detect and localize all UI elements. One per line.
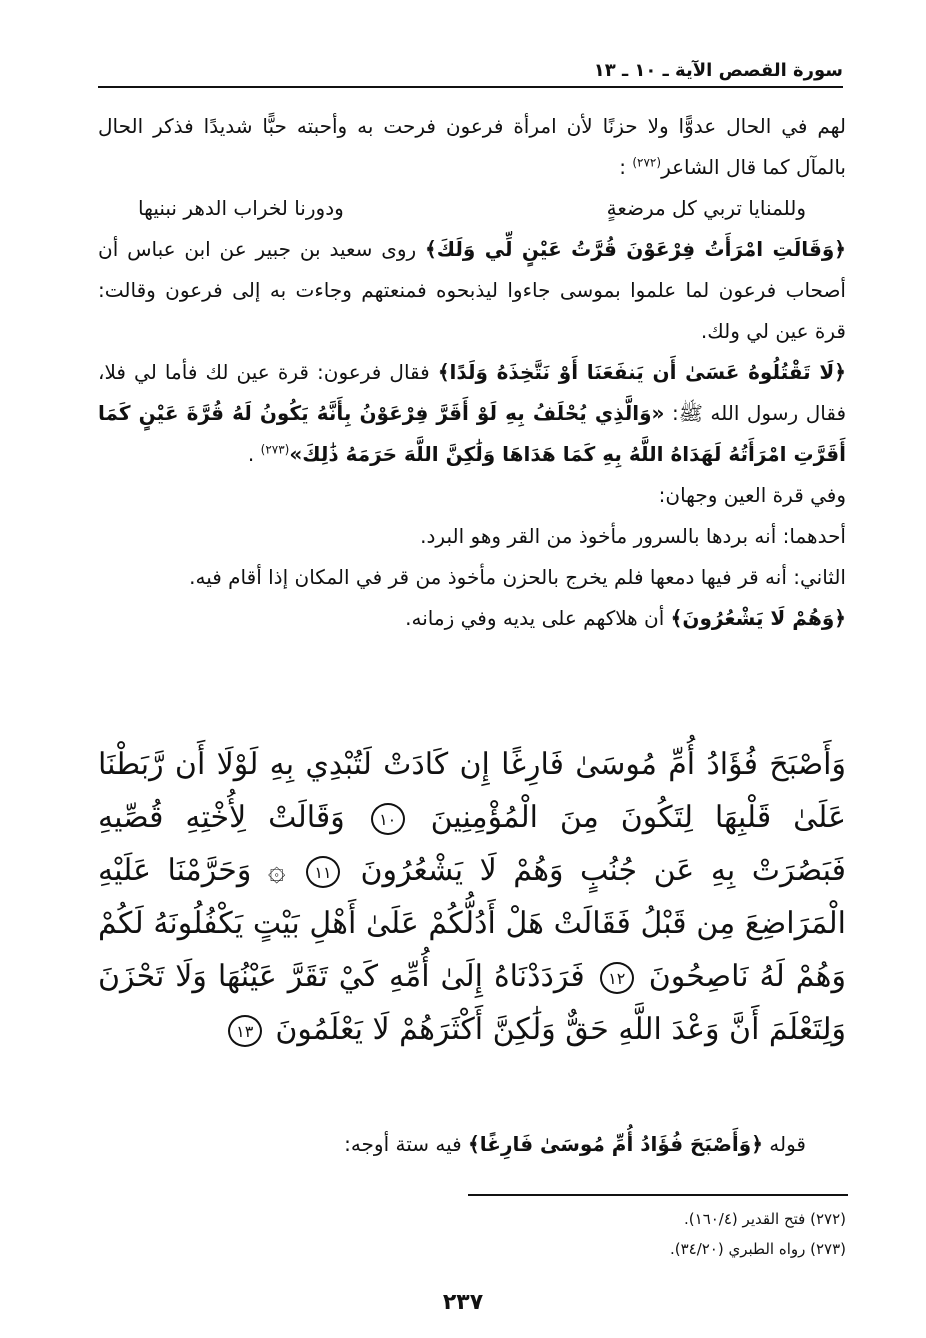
quran-quote-2: ﴿وَقَالَتِ امْرَأَتُ فِرْعَوْنَ قُرَّتُ عَيْنٍ لِّي وَلَكَ﴾: [425, 237, 846, 261]
poetry-verse: [98, 188, 846, 229]
running-header-title: سورة القصص الآية ـ ١٠ ـ ١٣: [593, 60, 843, 81]
commentary: [98, 1126, 846, 1162]
paragraph-5: أحدهما: أنه بردها بالسرور مأخوذ من القر وهو البرد.: [420, 524, 846, 548]
poetry-hemistich-left: ودورنا لخراب الدهر نبنيها: [138, 196, 344, 220]
footnote-ref-273[interactable]: (٢٧٣): [260, 442, 290, 457]
paragraph-3-tail: .: [247, 442, 255, 466]
paragraph-2: [98, 229, 846, 352]
commentary-prefix: قوله: [762, 1132, 806, 1156]
main-text: [98, 106, 846, 639]
paragraph-1-tail: :: [619, 155, 626, 179]
footnote-273: (٢٧٣) رواه الطبري (٣٤/٢٠).: [669, 1240, 846, 1258]
page-number: ٢٣٧: [442, 1290, 484, 1315]
quran-quote-7: ﴿وَهُمْ لَا يَشْعُرُونَ﴾: [670, 606, 846, 630]
ayah-number-12: ١٢: [600, 962, 634, 994]
running-header: [98, 58, 843, 88]
footnotes: [98, 1204, 846, 1264]
paragraph-7: [98, 598, 846, 639]
quran-segment-3: ۞ وَحَرَّمْنَا عَلَيْهِ الْمَرَاضِعَ مِن قَبْلُ فَقَالَتْ هَلْ أَدُلُّكُمْ عَلَىٰ أَهْلِ بَيْتٍ يَكْفُلُونَهُ لَكُمْ وَهُمْ لَهُ نَاصِحُونَ: [98, 853, 846, 994]
paragraph-4: وفي قرة العين وجهان:: [658, 483, 846, 507]
ayah-number-11: ١١: [306, 856, 340, 888]
commentary-suffix: فيه ستة أوجه:: [344, 1132, 469, 1156]
poetry-hemistich-right: وللمنايا تربي كل مرضعةٍ: [606, 196, 806, 220]
footnote-ref-272[interactable]: (٢٧٢): [632, 155, 662, 170]
ayah-number-13: ١٣: [228, 1015, 262, 1047]
ayah-number-10: ١٠: [371, 803, 405, 835]
quran-quote-3: ﴿لَا تَقْتُلُوهُ عَسَىٰ أَن يَنفَعَنَا أَوْ نَتَّخِذَهُ وَلَدًا﴾: [437, 360, 847, 384]
paragraph-3: [98, 352, 846, 475]
quran-segment-1: وَأَصْبَحَ فُؤَادُ أُمِّ مُوسَىٰ فَارِغًا إِن كَادَتْ لَتُبْدِي بِهِ لَوْلَا أَن رَّبَطْنَا عَلَىٰ قَلْبِهَا لِتَكُونَ مِنَ الْمُؤْمِنِينَ: [98, 747, 846, 835]
paragraph-1-text: لهم في الحال عدوًّا ولا حزنًا لأن امرأة فرعون فرحت به وأحبته حبًّا شديدًا فذكر الحال بالمآل كما قال الشاعر: [98, 114, 846, 179]
paragraph-7-text: أن هلاكهم على يديه وفي زمانه.: [405, 606, 671, 630]
paragraph-3-text: فقال فرعون: قرة عين لك فأما لي فلا، فقال رسول الله ﷺ:: [98, 360, 846, 425]
commentary-quote: ﴿وَأَصْبَحَ فُؤَادُ أُمِّ مُوسَىٰ فَارِغًا﴾: [468, 1132, 763, 1156]
paragraph-6: الثاني: أنه قر فيها دمعها فلم يخرج بالحزن مأخوذ من قر في المكان إذا أقام فيه.: [189, 565, 846, 589]
quran-verses: [98, 738, 846, 1056]
footnote-divider: [468, 1194, 848, 1196]
commentary-line: [98, 1126, 806, 1162]
quran-segment-2: وَقَالَتْ لِأُخْتِهِ قُصِّيهِ فَبَصُرَتْ بِهِ عَن جُنُبٍ وَهُمْ لَا يَشْعُرُونَ: [98, 800, 846, 888]
footnote-272: (٢٧٢) فتح القدير (١٦٠/٤).: [684, 1210, 846, 1228]
hadith-quote: «وَالَّذِي يُحْلَفُ بِهِ لَوْ أَقَرَّ فِرْعَوْنُ بِأَنَّهُ يَكُونُ لَهُ قُرَّةَ عَيْنٍ كَمَا أَقَرَّتِ امْرَأَتُهُ لَهَدَاهُ اللَّهُ بِهِ كَمَا هَدَاهَا وَلَٰكِنَّ اللَّهَ حَرَمَهُ ذَٰلِكَ»: [98, 401, 846, 466]
paragraph-2-text: روى سعيد بن جبير عن ابن عباس أن أصحاب فرعون لما علموا بموسى جاءوا ليذبحوه فمنعتهم وجاءت به إلى فرعون وقالت: قرة عين لي ولك.: [98, 237, 846, 343]
quran-segment-4: فَرَدَدْنَاهُ إِلَىٰ أُمِّهِ كَيْ تَقَرَّ عَيْنُهَا وَلَا تَحْزَنَ وَلِتَعْلَمَ أَنَّ وَعْدَ اللَّهِ حَقٌّ وَلَٰكِنَّ أَكْثَرَهُمْ لَا يَعْلَمُونَ: [98, 959, 846, 1047]
quran-verses-block: [98, 738, 846, 1056]
paragraph-1: [98, 106, 846, 188]
